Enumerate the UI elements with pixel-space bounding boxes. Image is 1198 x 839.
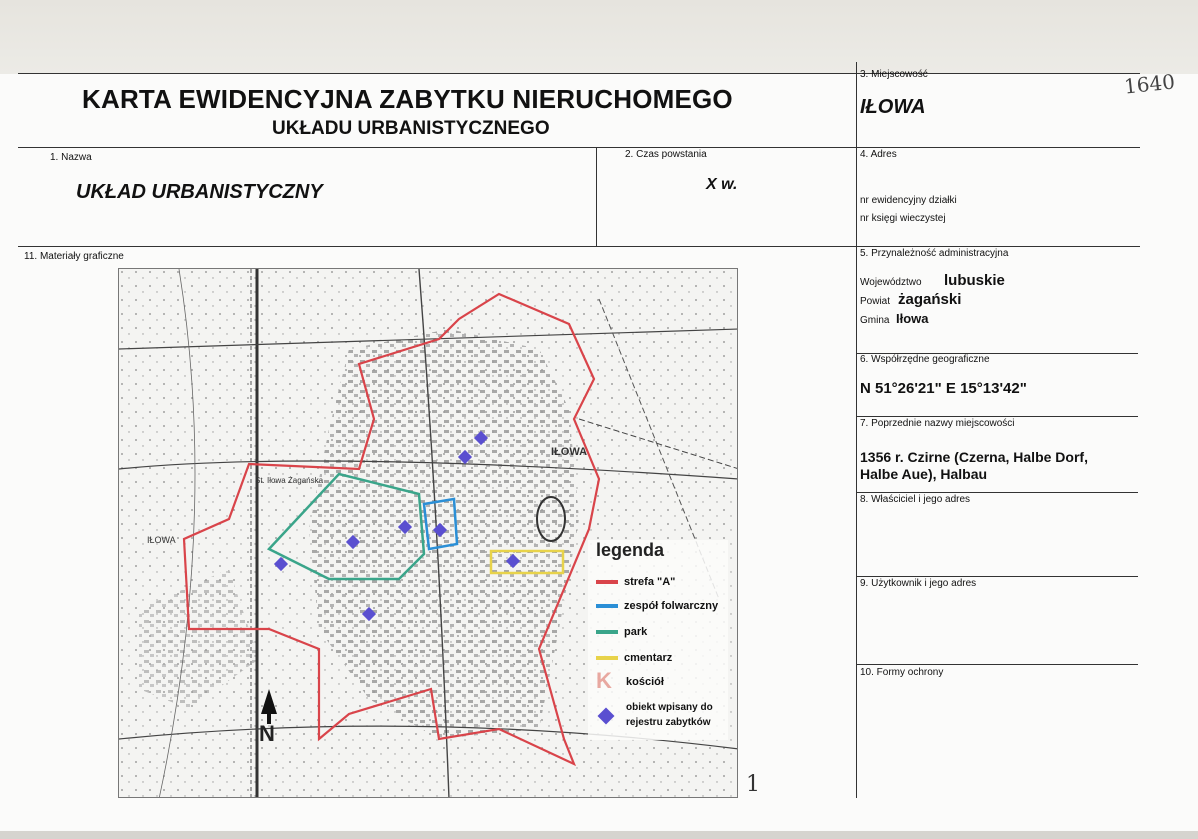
field-2-value: X w. (706, 176, 738, 193)
card-subtitle: UKŁADU URBANISTYCZNEGO (272, 118, 550, 139)
field-5-voivodeship-value: lubuskie (944, 272, 1005, 289)
field-10-label: 10. Formy ochrony (860, 667, 944, 678)
rule-f8 (856, 492, 1138, 493)
legend-title: legenda (596, 540, 665, 560)
field-11-label: 11. Materiały graficzne (24, 251, 124, 262)
field-5-county-label: Powiat (860, 296, 891, 307)
field-5-commune-value: Iłowa (896, 311, 929, 326)
scan-background-top (0, 0, 1198, 74)
field-9-label: 9. Użytkownik i jego adres (860, 578, 977, 589)
field-7-line2: Halbe Aue), Halbau (860, 466, 988, 482)
legend-item-kosciol: kościół (626, 676, 664, 688)
scan-background-bottom (0, 831, 1198, 839)
map-town-label: IŁOWA (551, 446, 588, 458)
field-1-value: UKŁAD URBANISTYCZNY (76, 181, 323, 203)
field-3-label: 3. Miejscowość (860, 69, 928, 80)
field-6-label: 6. Współrzędne geograficzne (860, 354, 990, 365)
north-arrow-label: N (259, 721, 275, 746)
rule-f7 (856, 416, 1138, 417)
page-number: 1 (746, 772, 760, 797)
legend-item-strefa: strefa "A" (596, 576, 675, 588)
card-title: KARTA EWIDENCYJNA ZABYTKU NIERUCHOMEGO (82, 84, 733, 114)
field-8-label: 8. Właściciel i jego adres (860, 494, 971, 505)
field-2-label: 2. Czas powstania (625, 149, 707, 160)
field-5-label: 5. Przynależność administracyjna (860, 248, 1009, 259)
church-glyph-icon: K (596, 668, 612, 693)
rule-top (18, 73, 1140, 74)
map-station-label: St. Iłowa Żagańska (255, 476, 324, 485)
field-3-value: IŁOWA (860, 96, 926, 118)
rule-f9 (856, 576, 1138, 577)
legend-item-cmentarz: cmentarz (596, 652, 672, 664)
map-legend (588, 540, 728, 740)
handwritten-number: 1640 (1122, 69, 1177, 99)
field-5-county-value: żagański (898, 291, 962, 308)
legend-item-park: park (596, 626, 647, 638)
field-4-label: 4. Adres (860, 149, 897, 160)
field-5-commune-label: Gmina (860, 315, 890, 326)
rule-after-title (18, 147, 1140, 148)
rule-name-date-divider (596, 147, 597, 246)
field-7-line1: 1356 r. Czirne (Czerna, Halbe Dorf, (860, 449, 1088, 465)
map-west-label: IŁOWA (147, 535, 176, 545)
field-4-land-register: nr księgi wieczystej (860, 213, 946, 224)
field-4-parcel-number: nr ewidencyjny działki (860, 195, 957, 206)
registry-legend-diamond-icon (598, 708, 615, 725)
rule-f10 (856, 664, 1138, 665)
field-1-label: 1. Nazwa (50, 152, 92, 163)
rule-right-column (856, 62, 857, 798)
field-7-label: 7. Poprzednie nazwy miejscowości (860, 418, 1015, 429)
legend-item-rejestr-line2: rejestru zabytków (626, 717, 711, 728)
rule-after-name (18, 246, 1140, 247)
legend-item-folwark: zespół folwarczny (596, 600, 718, 612)
field-6-coordinates: N 51°26'21" E 15°13'42" (860, 380, 1027, 397)
legend-item-rejestr-line1: obiekt wpisany do (626, 702, 713, 713)
field-5-voivodeship-label: Województwo (860, 277, 922, 288)
